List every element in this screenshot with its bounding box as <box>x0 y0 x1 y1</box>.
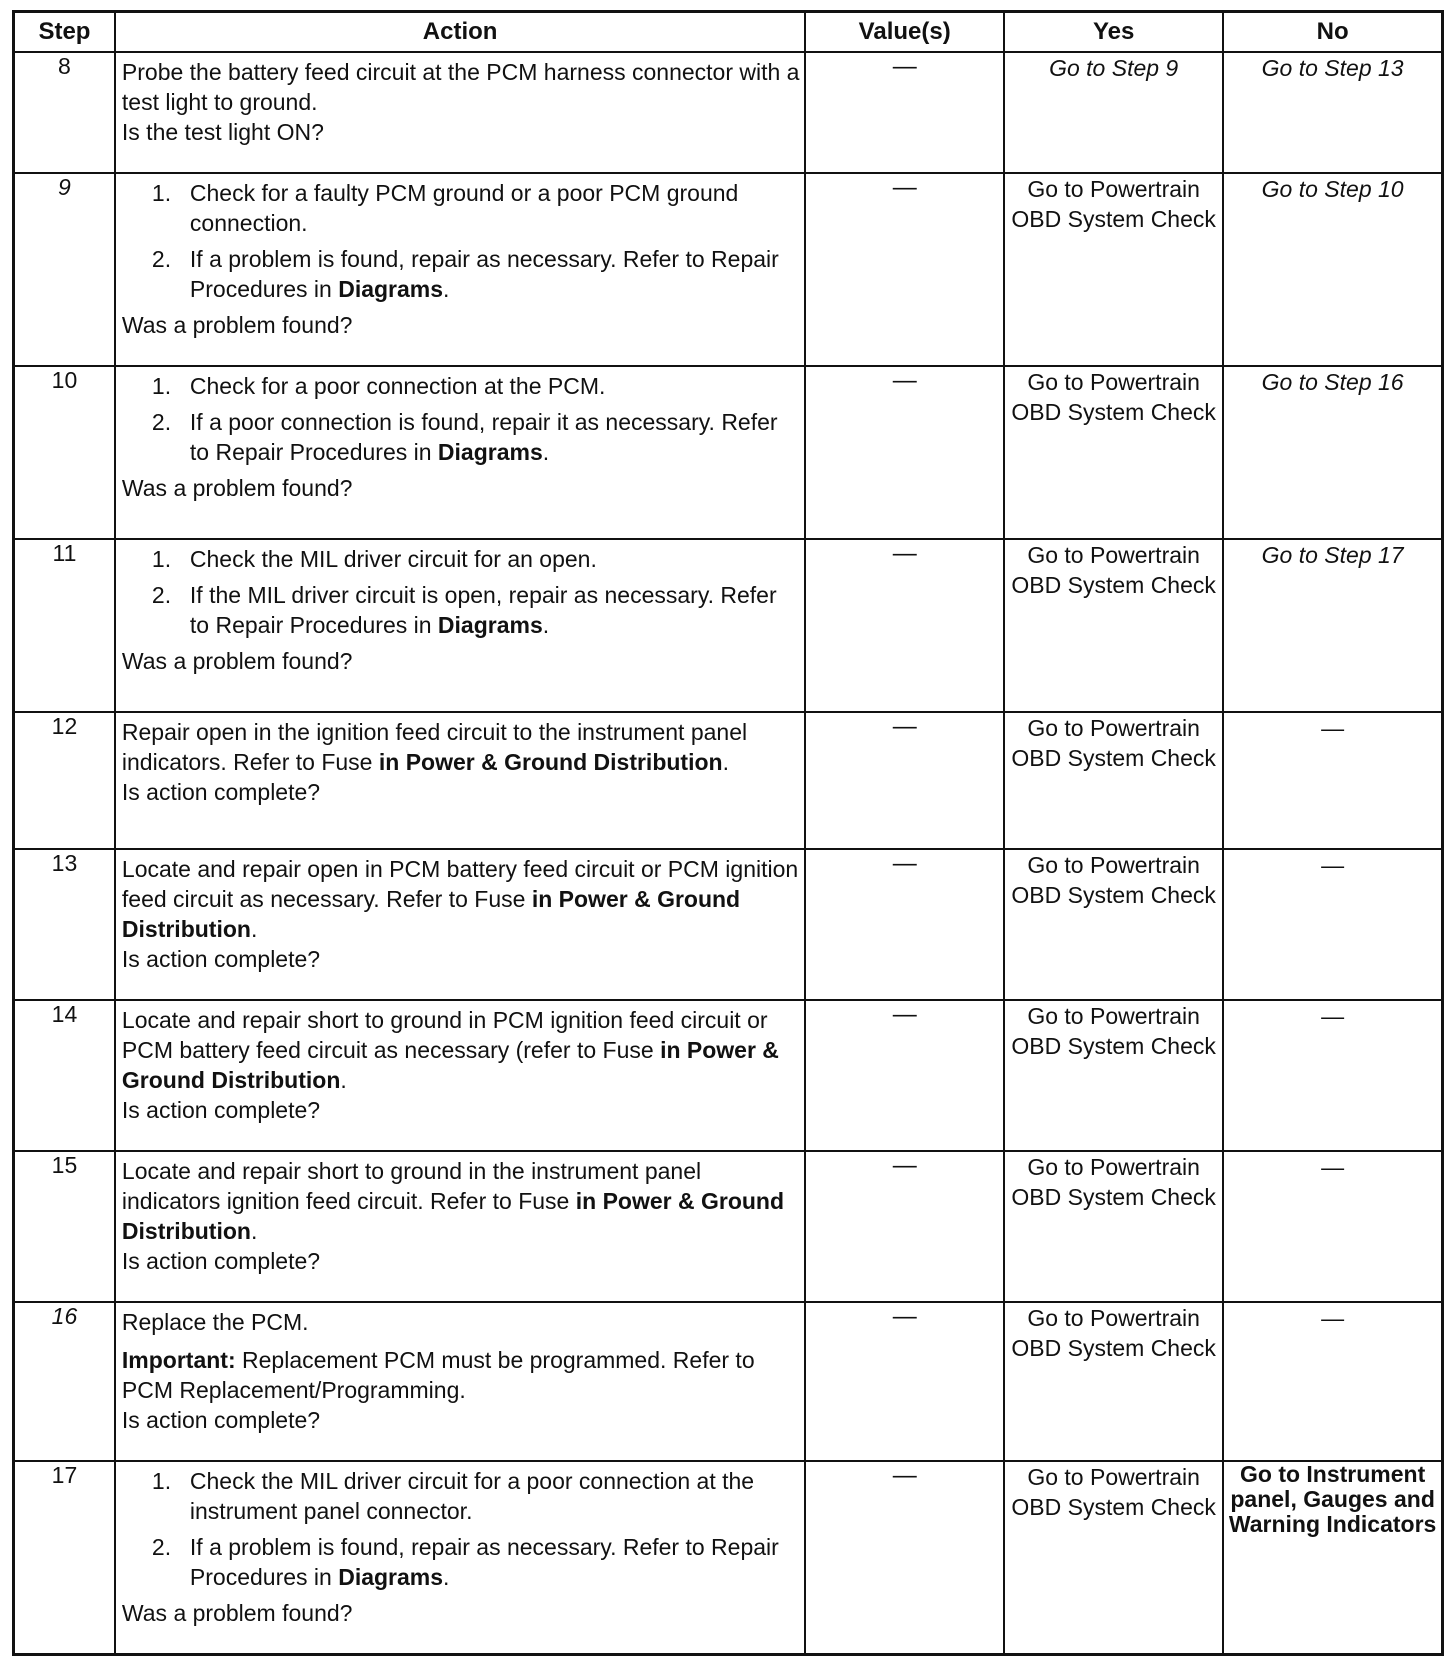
yes-goto-link[interactable]: Go to Powertrain OBD System Check <box>1011 1154 1216 1210</box>
no-cell <box>1223 1151 1442 1302</box>
step-number: 16 <box>14 1302 115 1461</box>
yes-goto-link[interactable]: Go to Powertrain OBD System Check <box>1011 1003 1216 1059</box>
procedure-item: 2. If a poor connection is found, repair it as necessary. Refer to Repair Procedures in Diagrams. <box>151 409 778 465</box>
table-row <box>14 1302 1443 1461</box>
no-goto-link[interactable]: Go to Step 16 <box>1261 369 1404 395</box>
yes-cell <box>1004 1000 1223 1151</box>
no-cell <box>1223 366 1442 539</box>
action-cell <box>115 1151 805 1302</box>
question-text: Is action complete? <box>121 1248 321 1274</box>
question-text: Was a problem found? <box>121 475 353 501</box>
yes-cell <box>1004 849 1223 1000</box>
question-text: Is action complete? <box>121 946 321 972</box>
step-number: 15 <box>14 1151 115 1302</box>
action-text: Replace the PCM. <box>121 1309 309 1335</box>
action-cell <box>115 849 805 1000</box>
yes-goto-link[interactable]: Go to Powertrain OBD System Check <box>1011 176 1216 232</box>
table-row <box>14 173 1443 366</box>
yes-goto-link[interactable]: Go to Powertrain OBD System Check <box>1011 369 1216 425</box>
procedure-item: 2. If the MIL driver circuit is open, repair as necessary. Refer to Repair Procedures in Diagrams. <box>151 582 777 638</box>
procedure-list <box>122 371 800 473</box>
procedure-list <box>122 1466 800 1598</box>
yes-goto-link[interactable]: Go to Powertrain OBD System Check <box>1011 542 1216 598</box>
no-dash: — <box>1321 1154 1345 1180</box>
no-cell <box>1223 539 1442 712</box>
step-number: 17 <box>14 1461 115 1655</box>
procedure-list <box>122 178 800 310</box>
no-cell <box>1223 1302 1442 1461</box>
procedure-item: 2. If a problem is found, repair as necessary. Refer to Repair Procedures in Diagrams. <box>151 1534 779 1590</box>
no-goto-link[interactable]: Go to Step 13 <box>1261 55 1404 81</box>
no-cell <box>1223 52 1442 173</box>
action-text: Probe the battery feed circuit at the PCM harness connector with a test light to ground. <box>121 59 800 115</box>
yes-goto-link[interactable]: Go to Powertrain OBD System Check <box>1011 1305 1216 1361</box>
value-cell: — <box>805 366 1004 539</box>
table-row <box>14 849 1443 1000</box>
important-note: Important: Replacement PCM must be programmed. Refer to PCM Replacement/Programming. <box>121 1347 755 1403</box>
no-cell <box>1223 1000 1442 1151</box>
action-cell <box>115 1000 805 1151</box>
header-step: Step <box>14 12 115 53</box>
table-row <box>14 712 1443 849</box>
table-row <box>14 1151 1443 1302</box>
value-cell: — <box>805 712 1004 849</box>
step-number: 10 <box>14 366 115 539</box>
yes-cell <box>1004 366 1223 539</box>
yes-goto-link[interactable]: Go to Step 9 <box>1049 55 1179 81</box>
value-cell: — <box>805 1302 1004 1461</box>
question-text: Was a problem found? <box>121 312 353 338</box>
header-values: Value(s) <box>805 12 1004 53</box>
step-number: 11 <box>14 539 115 712</box>
no-dash: — <box>1321 1305 1345 1331</box>
action-cell <box>115 366 805 539</box>
value-cell: — <box>805 1000 1004 1151</box>
header-action: Action <box>115 12 805 53</box>
action-cell <box>115 52 805 173</box>
yes-cell <box>1004 1302 1223 1461</box>
header-row <box>14 12 1443 53</box>
no-cell <box>1223 712 1442 849</box>
step-number: 14 <box>14 1000 115 1151</box>
table-row <box>14 1461 1443 1655</box>
procedure-list <box>122 544 800 646</box>
question-text: Is the test light ON? <box>121 119 324 145</box>
procedure-item: 2. If a problem is found, repair as necessary. Refer to Repair Procedures in Diagrams. <box>151 246 779 302</box>
step-number: 9 <box>14 173 115 366</box>
table-row <box>14 366 1443 539</box>
yes-goto-link[interactable]: Go to Powertrain OBD System Check <box>1011 715 1216 771</box>
yes-cell <box>1004 539 1223 712</box>
action-cell <box>115 173 805 366</box>
question-text: Was a problem found? <box>121 648 353 674</box>
table-row <box>14 1000 1443 1151</box>
yes-cell <box>1004 173 1223 366</box>
step-number: 13 <box>14 849 115 1000</box>
action-cell <box>115 1461 805 1655</box>
value-cell: — <box>805 539 1004 712</box>
action-text: Locate and repair open in PCM battery feed circuit or PCM ignition feed circuit as necessary. Refer to Fuse in Power & Ground Distribution. <box>121 856 799 942</box>
question-text: Is action complete? <box>121 1097 321 1123</box>
step-number: 8 <box>14 52 115 173</box>
value-cell: — <box>805 52 1004 173</box>
table-row <box>14 52 1443 173</box>
no-goto-link[interactable]: Go to Instrument panel, Gauges and Warning Indicators <box>1228 1461 1437 1537</box>
action-cell <box>115 1302 805 1461</box>
question-text: Is action complete? <box>121 1407 321 1433</box>
question-text: Is action complete? <box>121 779 321 805</box>
value-cell: — <box>805 1461 1004 1655</box>
action-text: Repair open in the ignition feed circuit to the instrument panel indicators. Refer to Fuse in Power & Ground Distribution. <box>121 719 748 775</box>
question-text: Was a problem found? <box>121 1600 353 1626</box>
no-dash: — <box>1321 1003 1345 1029</box>
yes-cell <box>1004 1461 1223 1655</box>
header-yes: Yes <box>1004 12 1223 53</box>
no-cell <box>1223 1461 1442 1655</box>
procedure-item: 1. Check for a poor connection at the PCM. <box>151 373 606 399</box>
yes-goto-link[interactable]: Go to Powertrain OBD System Check <box>1011 1464 1216 1520</box>
action-text: Locate and repair short to ground in PCM ignition feed circuit or PCM battery feed circuit as necessary (refer to Fuse in Power & Ground Distribution. <box>121 1007 779 1093</box>
no-goto-link[interactable]: Go to Step 17 <box>1261 542 1404 568</box>
value-cell: — <box>805 1151 1004 1302</box>
value-cell: — <box>805 173 1004 366</box>
no-cell <box>1223 849 1442 1000</box>
value-cell: — <box>805 849 1004 1000</box>
yes-cell <box>1004 712 1223 849</box>
yes-goto-link[interactable]: Go to Powertrain OBD System Check <box>1011 852 1216 908</box>
table-row <box>14 539 1443 712</box>
no-cell <box>1223 173 1442 366</box>
procedure-item: 1. Check for a faulty PCM ground or a poor PCM ground connection. <box>151 180 739 236</box>
yes-cell <box>1004 52 1223 173</box>
action-cell <box>115 712 805 849</box>
header-no: No <box>1223 12 1442 53</box>
no-dash: — <box>1321 715 1345 741</box>
procedure-item: 1. Check the MIL driver circuit for a poor connection at the instrument panel connector. <box>151 1468 755 1524</box>
action-cell <box>115 539 805 712</box>
action-text: Locate and repair short to ground in the instrument panel indicators ignition feed circuit. Refer to Fuse in Power & Ground Distribution. <box>121 1158 785 1244</box>
no-goto-link[interactable]: Go to Step 10 <box>1261 176 1404 202</box>
no-dash: — <box>1321 852 1345 878</box>
procedure-item: 1. Check the MIL driver circuit for an open. <box>151 546 597 572</box>
step-number: 12 <box>14 712 115 849</box>
diagnostic-table <box>12 10 1444 1656</box>
yes-cell <box>1004 1151 1223 1302</box>
